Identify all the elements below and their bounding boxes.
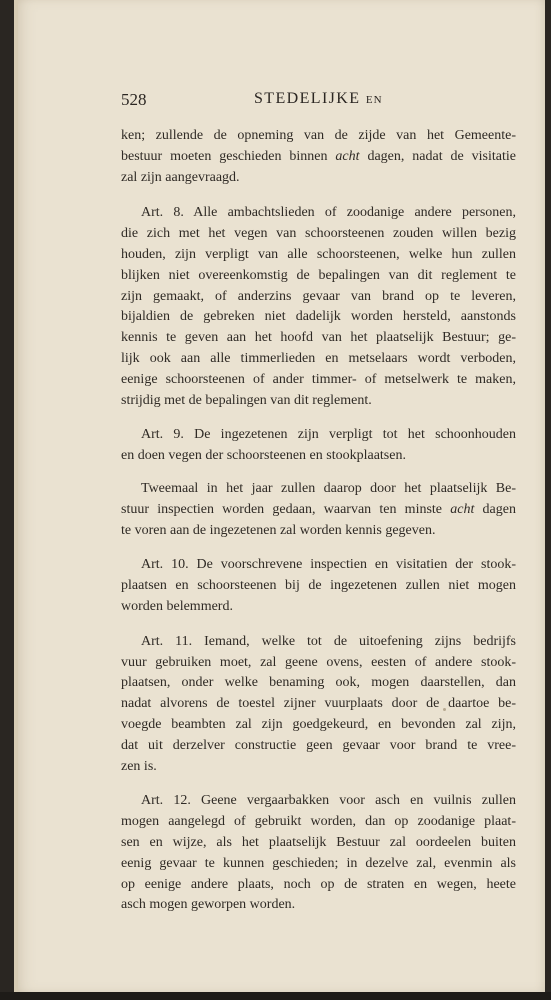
text-line: bijaldien de gebreken niet dadelijk worden hersteld, aanstonds xyxy=(121,309,516,325)
text-line: Art. 11. Iemand, welke tot de uitoefening zijns bedrijfs xyxy=(141,633,516,649)
text-line: bestuur moeten geschieden binnen acht dagen, nadat de visitatie xyxy=(121,148,516,164)
text-line: stuur inspectien worden gedaan, waarvan ten minste acht dagen xyxy=(121,501,516,517)
text-line: Art. 9. De ingezetenen zijn verpligt tot het schoonhouden xyxy=(141,427,516,443)
italic-word: acht xyxy=(450,501,475,517)
paragraph-gap xyxy=(121,188,516,203)
text-line: Art. 12. Geene vergaarbakken voor asch en vuilnis zullen xyxy=(141,793,516,809)
text-line: mogen aangelegd of gebruikt worden, dan op zoodanige plaat- xyxy=(121,814,516,830)
text-line: eenige schoorsteenen of ander timmer- of metselwerk te maken, xyxy=(121,371,516,387)
running-header xyxy=(121,90,516,112)
text-line: Art. 10. De voorschrevene inspectien en visitatien der stook- xyxy=(141,557,516,573)
text-line: houden, zijn verpligt van alle schoorsteenen, welke hun zullen xyxy=(121,246,516,262)
text-line: zal zijn aangevraagd. xyxy=(121,169,240,185)
text-line: te voren aan de ingezetenen zal worden kennis gegeven. xyxy=(121,522,436,538)
paragraph-gap xyxy=(121,467,516,479)
paragraph-gap xyxy=(121,618,516,632)
text-line: worden belemmerd. xyxy=(121,598,233,614)
italic-word: acht xyxy=(335,148,360,164)
text-line: plaatsen, onder welke benaming ook, mogen daarstellen, dan xyxy=(121,675,516,691)
paragraph xyxy=(121,425,516,467)
paragraph-gap xyxy=(121,541,516,555)
running-title-small: EN xyxy=(365,94,383,106)
text-line: op eenige andere plaats, noch op de straten en wegen, heete xyxy=(121,876,516,892)
text-line: blijken niet overeenkomstig de bepalingen van dit reglement te xyxy=(121,267,516,283)
paragraph xyxy=(121,203,516,411)
paragraph xyxy=(121,479,516,541)
paragraph xyxy=(121,555,516,617)
text-line: strijdig met de bepalingen van dit reglement. xyxy=(121,392,372,408)
page-edge xyxy=(14,0,18,992)
text-line: voegde beambten zal zijn goedgekeurd, en bevonden zal zijn, xyxy=(121,716,516,732)
text-line: Art. 8. Alle ambachtslieden of zoodanige andere personen, xyxy=(141,205,516,221)
page-number: 528 xyxy=(121,90,147,109)
text-line: ken; zullende de opneming van de zijde van het Gemeente- xyxy=(121,128,516,143)
text-line: sen en wijze, als het plaatselijk Bestuur zal oordeelen buiten xyxy=(121,834,516,850)
text-line: zen is. xyxy=(121,758,157,774)
paragraph xyxy=(121,632,516,778)
body-text xyxy=(121,126,516,916)
text-line: vuur gebruiken moet, zal geene ovens, eesten of andere stook- xyxy=(121,654,516,670)
text-line: die zich met het vegen van schoorsteenen zouden willen bezig xyxy=(121,226,516,242)
text-line: lijk ook aan alle timmerlieden en metselaars wordt verboden, xyxy=(121,350,516,366)
text-line: kennis te geven aan het hoofd van het plaatselijk Bestuur; ge- xyxy=(121,330,516,346)
text-line: en doen vegen der schoorsteenen en stookplaatsen. xyxy=(121,448,406,464)
paragraph xyxy=(121,126,516,188)
paragraph-gap xyxy=(121,411,516,425)
scan-bottom-border xyxy=(0,992,551,1000)
paragraph-gap xyxy=(121,777,516,791)
running-title xyxy=(254,90,383,108)
text-line: eenig gevaar te kunnen geschieden; in dezelve zal, evenmin als xyxy=(121,855,516,871)
paragraph xyxy=(121,791,516,916)
text-line: zijn gemaakt, of anderzins gevaar van brand op te leveren, xyxy=(121,288,516,304)
text-line: nadat alvorens de toestel zijner vuurplaats door de daartoe be- xyxy=(121,696,516,712)
text-line: asch mogen geworpen worden. xyxy=(121,897,296,913)
text-line: Tweemaal in het jaar zullen daarop door het plaatselijk Be- xyxy=(141,480,516,496)
text-line: plaatsen en schoorsteenen bij de ingezetenen zullen niet mogen xyxy=(121,578,516,594)
text-line: dat uit derzelver constructie geen gevaar voor brand te vree- xyxy=(121,737,516,753)
running-title-main: STEDELIJKE xyxy=(254,90,361,107)
